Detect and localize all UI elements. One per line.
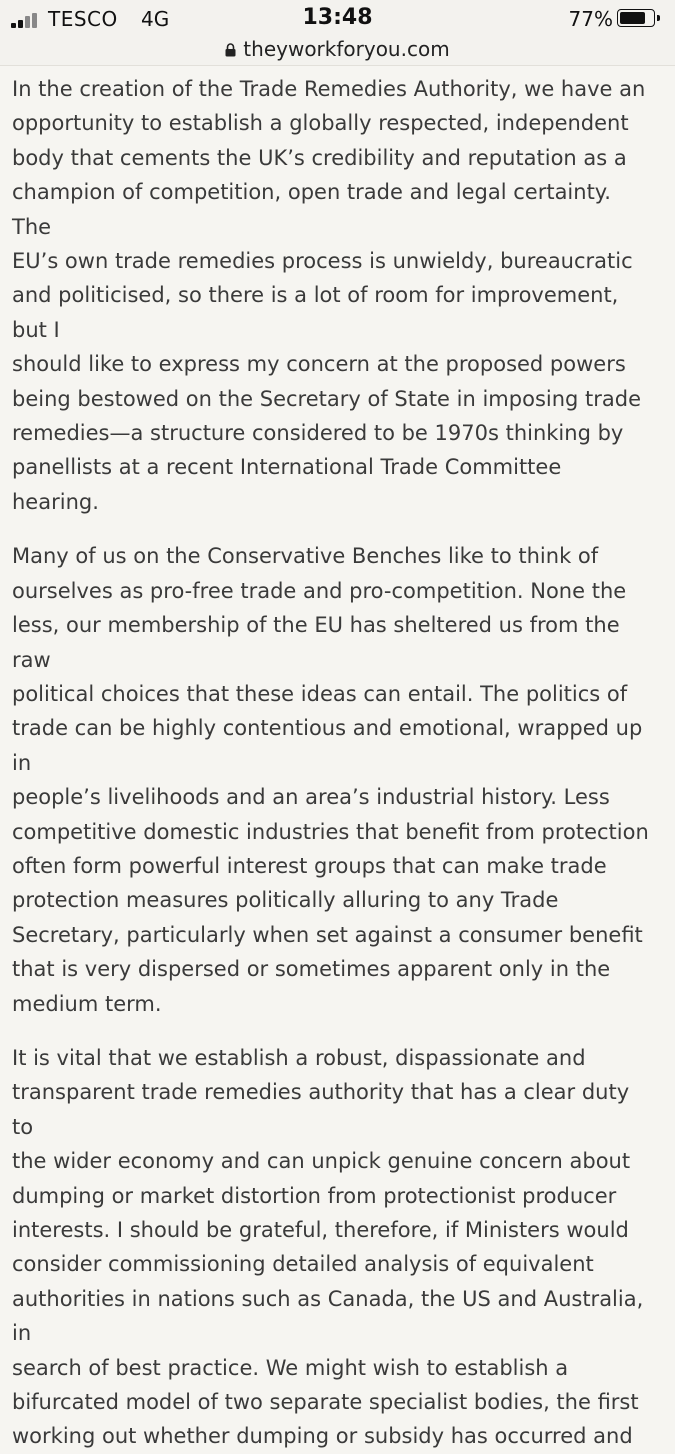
text-line: medium term. bbox=[12, 991, 162, 1016]
carrier-name: TESCO bbox=[48, 7, 118, 31]
network-type: 4G bbox=[141, 7, 170, 31]
text-line: political choices that these ideas can entail. The politics of bbox=[12, 681, 628, 706]
text-line: that is very dispersed or sometimes apparent only in the bbox=[12, 957, 611, 982]
article-paragraph bbox=[12, 539, 652, 1021]
status-bar bbox=[0, 0, 675, 38]
text-line: and politicised, so there is a lot of room for improvement, but I bbox=[12, 283, 619, 342]
text-line: less, our membership of the EU has sheltered us from the raw bbox=[12, 613, 620, 672]
text-line: remedies—a structure considered to be 1970s thinking by bbox=[12, 421, 624, 446]
text-line: search of best practice. We might wish to establish a bbox=[12, 1355, 569, 1380]
article-paragraph bbox=[12, 72, 652, 519]
article-paragraph bbox=[12, 1041, 652, 1454]
text-line: trade can be highly contentious and emotional, wrapped up in bbox=[12, 716, 643, 775]
text-line: bifurcated model of two separate specialist bodies, the first bbox=[12, 1390, 639, 1415]
battery-icon bbox=[617, 9, 661, 29]
browser-address-bar[interactable] bbox=[0, 38, 675, 66]
text-line: Secretary, particularly when set against a consumer benefit bbox=[12, 922, 643, 947]
text-line: champion of competition, open trade and legal certainty. The bbox=[12, 180, 611, 239]
text-line: people’s livelihoods and an area’s industrial history. Less bbox=[12, 785, 610, 810]
text-line: authorities in nations such as Canada, the US and Australia, in bbox=[12, 1286, 644, 1346]
battery-percentage: 77% bbox=[568, 7, 613, 31]
text-line: consider commissioning detailed analysis of equivalent bbox=[12, 1252, 594, 1277]
text-line: transparent trade remedies authority that has a clear duty to bbox=[12, 1080, 630, 1139]
text-line: protection measures politically alluring to any Trade bbox=[12, 888, 559, 913]
status-time: 13:48 bbox=[302, 5, 373, 30]
text-line: working out whether dumping or subsidy has occurred and bbox=[12, 1424, 633, 1449]
text-line: It is vital that we establish a robust, dispassionate and bbox=[12, 1045, 586, 1070]
text-line: body that cements the UK’s credibility and reputation as a bbox=[12, 145, 627, 170]
text-line: opportunity to establish a globally respected, independent bbox=[12, 111, 629, 136]
text-line: In the creation of the Trade Remedies Authority, we have an bbox=[12, 77, 646, 101]
text-line: ourselves as pro-free trade and pro-competition. None the bbox=[12, 578, 627, 603]
text-line: often form powerful interest groups that can make trade bbox=[12, 853, 607, 878]
text-line: interests. I should be grateful, therefore, if Ministers would bbox=[12, 1218, 629, 1242]
lock-icon bbox=[225, 43, 236, 57]
url-text: theyworkforyou.com bbox=[243, 37, 450, 61]
article-body bbox=[12, 72, 652, 1454]
text-line: EU’s own trade remedies process is unwieldy, bureaucratic bbox=[12, 249, 633, 274]
text-line: panellists at a recent International Trade Committee hearing. bbox=[12, 455, 562, 514]
text-line: should like to express my concern at the proposed powers bbox=[12, 352, 626, 377]
text-line: competitive domestic industries that benefit from protection bbox=[12, 819, 649, 844]
text-line: dumping or market distortion from protectionist producer bbox=[12, 1183, 617, 1208]
text-line: being bestowed on the Secretary of State in imposing trade bbox=[12, 386, 642, 411]
text-line: Many of us on the Conservative Benches like to think of bbox=[12, 544, 599, 569]
text-line: the wider economy and can unpick genuine concern about bbox=[12, 1149, 631, 1174]
